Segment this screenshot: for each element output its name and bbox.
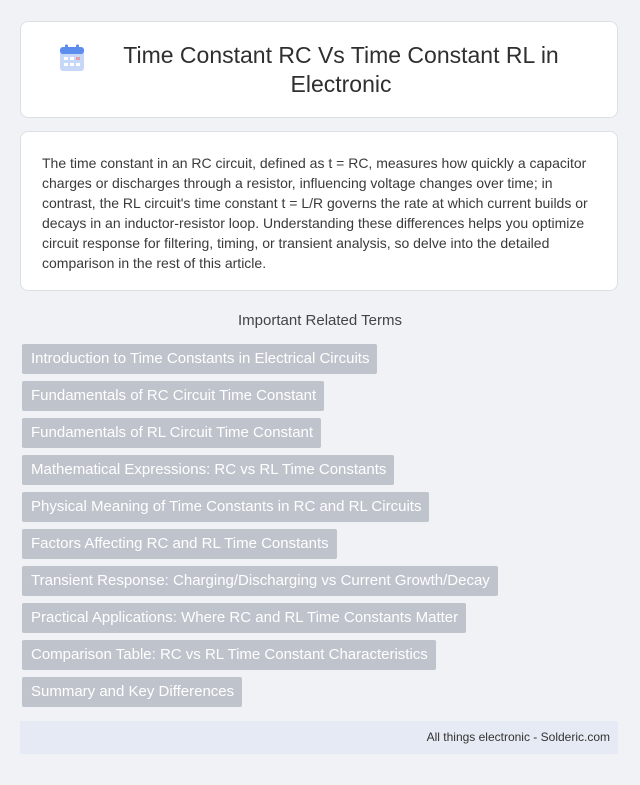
- related-term-link[interactable]: Practical Applications: Where RC and RL Time Constants Matter: [22, 603, 466, 633]
- footer: [20, 721, 618, 754]
- related-terms-heading: Important Related Terms: [238, 312, 402, 329]
- calendar-icon: [59, 44, 85, 72]
- related-terms-list: [22, 344, 618, 714]
- related-term-link[interactable]: Fundamentals of RL Circuit Time Constant: [22, 418, 321, 448]
- related-term-link[interactable]: Introduction to Time Constants in Electrical Circuits: [22, 344, 377, 374]
- title-card: [20, 21, 618, 118]
- intro-text: The time constant in an RC circuit, defined as t = RC, measures how quickly a capacitor charges or discharges through a resistor, influencing voltage changes over time; in contrast, the RL circuit's time constant t = L/R governs the rate at which current builds or decays in an inductor-resistor loop. Understanding these differences helps you optimize circuit response for filtering, timing, or transient analysis, so delve into the detailed comparison in the rest of this article.: [42, 155, 588, 271]
- title-row: [59, 41, 579, 99]
- page-title: Time Constant RC Vs Time Constant RL in Electronic: [123, 41, 559, 97]
- related-term-link[interactable]: Fundamentals of RC Circuit Time Constant: [22, 381, 324, 411]
- footer-text: All things electronic - Solderic.com: [426, 730, 610, 744]
- related-term-link[interactable]: Transient Response: Charging/Discharging vs Current Growth/Decay: [22, 566, 498, 596]
- related-term-link[interactable]: Comparison Table: RC vs RL Time Constant Characteristics: [22, 640, 436, 670]
- related-term-link[interactable]: Summary and Key Differences: [22, 677, 242, 707]
- intro-card: [20, 131, 618, 291]
- related-term-link[interactable]: Factors Affecting RC and RL Time Constants: [22, 529, 337, 559]
- related-term-link[interactable]: Physical Meaning of Time Constants in RC and RL Circuits: [22, 492, 429, 522]
- related-term-link[interactable]: Mathematical Expressions: RC vs RL Time Constants: [22, 455, 394, 485]
